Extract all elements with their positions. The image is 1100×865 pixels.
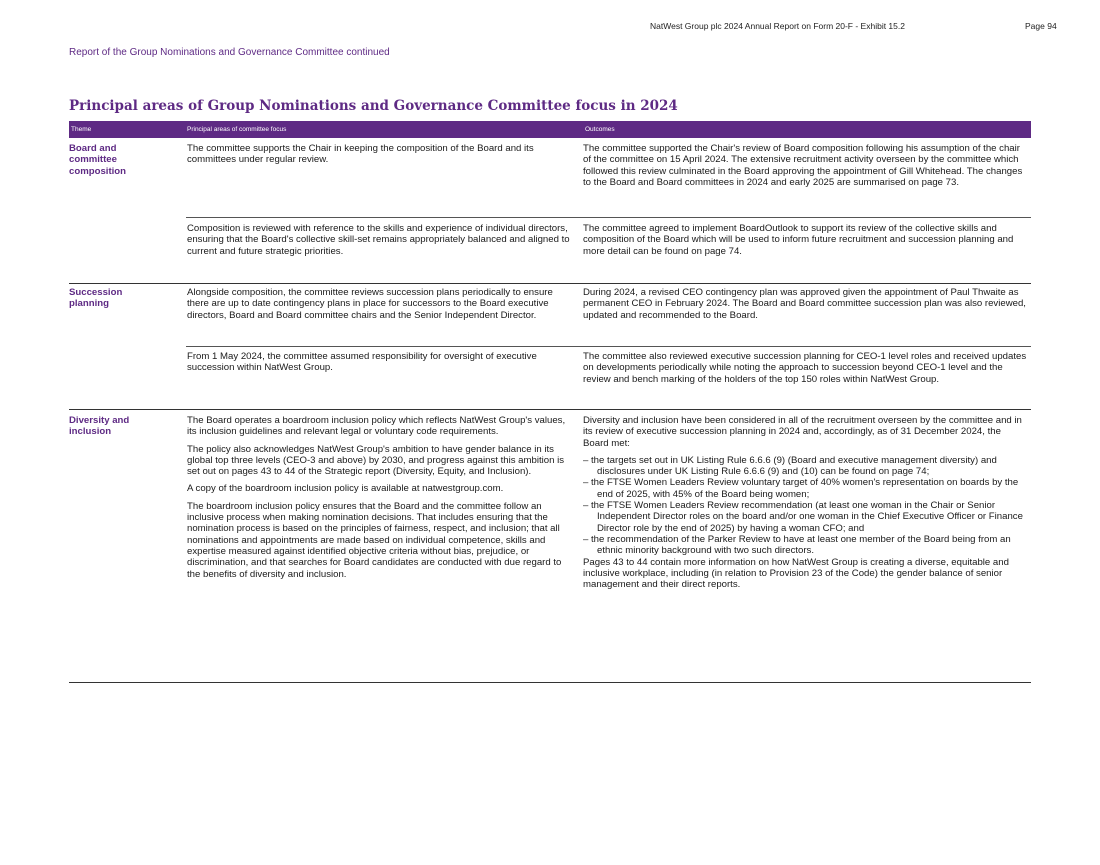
board-outcome-1: The committee supported the Chair's review of Board composition following his assumption of the chair of the committee on 15 April 2024. The extensive recruitment activity overseen by the committee which followed this review culminated in the Board approving the appointment of Gill Whitehead. The changes to the Board and Board committees in 2024 and early 2025 are summarised on page 73. xyxy=(583,143,1023,188)
theme-line: committee xyxy=(69,154,117,166)
theme-succession-planning xyxy=(69,287,181,310)
section-title: Principal areas of Group Nominations and Governance Committee focus in 2024 xyxy=(69,98,678,114)
focus-paragraph: The Board operates a boardroom inclusion policy which reflects NatWest Group's values, its inclusion guidelines and relevant legal or voluntary code requirements. xyxy=(187,415,566,438)
succession-focus-2: From 1 May 2024, the committee assumed responsibility for oversight of executive succession within NatWest Group. xyxy=(187,351,537,374)
outcome-bullet: – the targets set out in UK Listing Rule 6.6.6 (9) (Board and executive management diversity) and disclosures under UK Listing Rule 6.6.6 (9) and (10) can be found on page 74; xyxy=(583,454,997,478)
succession-outcome-1: During 2024, a revised CEO contingency plan was approved given the appointment of Paul Thwaite as permanent CEO in February 2024. The Board and Board committee succession plan was also reviewed, updated and recommended to the Board. xyxy=(583,287,1026,321)
focus-paragraph: The boardroom inclusion policy ensures that the Board and the committee follow an inclusive process when making nomination decisions. That includes ensuring that the nomination process is based on the principles of fairness, respect, and inclusion; that all nominations and appointments are made based on individual competence, skills and expertise measured against identified objective criteria without bias, prejudice, or discrimination, and that searches for Board candidates are conducted with due regard to the benefits of diversity and inclusion. xyxy=(187,500,562,580)
page-number: Page 94 xyxy=(1025,21,1057,31)
section-divider xyxy=(69,409,1031,410)
focus-table xyxy=(69,121,1031,591)
board-focus-2: Composition is reviewed with reference to the skills and experience of individual directors, ensuring that the Board's collective skill-set remains appropriately balanced and aligned to current and future strategic priorities. xyxy=(187,223,570,257)
theme-line: composition xyxy=(69,165,127,177)
outcome-bullet: – the recommendation of the Parker Review to have at least one member of the Board being from an ethnic minority background with two such directors. xyxy=(583,533,1011,557)
focus-paragraph: A copy of the boardroom inclusion policy is available at natwestgroup.com. xyxy=(187,483,504,495)
theme-line: Board and xyxy=(69,143,117,154)
section-divider xyxy=(69,283,1031,284)
board-focus-1: The committee supports the Chair in keeping the composition of the Board and its committees under regular review. xyxy=(187,143,534,166)
theme-diversity-inclusion xyxy=(69,415,181,438)
succession-focus-1: Alongside composition, the committee reviews succession plans periodically to ensure there are up to date contingency plans in place for successors to the Board executive directors, Board and Board committee chairs and the Senior Independent Director. xyxy=(187,287,553,321)
column-header-outcomes: Outcomes xyxy=(585,126,615,133)
theme-line: Diversity and xyxy=(69,415,130,426)
focus-paragraph: The policy also acknowledges NatWest Group's ambition to have gender balance in its global top three levels (CEO-3 and above) by 2030, and progress against this ambition is set out on pages 43 to 44 of the Strategic report (Diversity, Equity, and Inclusion). xyxy=(187,443,565,478)
outcome-intro: Diversity and inclusion have been considered in all of the recruitment overseen by the committee and in its review of executive succession planning in 2024 and, accordingly, as of 31 December 2024, the Board met: xyxy=(583,415,1022,449)
row-divider xyxy=(186,217,1031,218)
column-header-theme: Theme xyxy=(71,126,92,133)
theme-board-composition xyxy=(69,143,181,177)
diversity-outcome xyxy=(583,415,1028,590)
outcome-bullet: – the FTSE Women Leaders Review recommendation (at least one woman in the Chair or Senior Independent Director roles on the board and/or one woman in the Chief Executive Officer or Finance Director role by the end of 2025) by having a woman CFO; and xyxy=(583,500,1023,534)
outcome-bullet: – the FTSE Women Leaders Review voluntary target of 40% women's representation on boards by the end of 2025, with 45% of the Board being women; xyxy=(583,477,1019,500)
table-bottom-rule xyxy=(69,682,1031,683)
row-divider xyxy=(186,346,1031,347)
board-outcome-2: The committee agreed to implement BoardOutlook to support its review of the collective skills and composition of the Board which will be used to inform future recruitment and succession planning and more detail can be found on page 74. xyxy=(583,223,1014,257)
column-header-focus: Principal areas of committee focus xyxy=(187,126,287,133)
diversity-focus xyxy=(187,415,577,580)
succession-outcome-2: The committee also reviewed executive succession planning for CEO-1 level roles and received updates on developments periodically while noting the approach to succession beyond CEO-1 level and the review and bench marking of the holders of the top 150 roles within NatWest Group. xyxy=(583,351,1027,385)
theme-line: Succession xyxy=(69,287,123,298)
report-subheading: Report of the Group Nominations and Governance Committee continued xyxy=(69,47,390,58)
theme-line: inclusion xyxy=(69,426,112,438)
table-header-row xyxy=(69,121,1031,138)
outcome-closing: Pages 43 to 44 contain more information on how NatWest Group is creating a diverse, equitable and inclusive workplace, including (in relation to Provision 23 of the Code) the gender balance of senior management and their direct reports. xyxy=(583,556,1009,591)
theme-line: planning xyxy=(69,298,109,310)
document-header-title: NatWest Group plc 2024 Annual Report on Form 20-F - Exhibit 15.2 xyxy=(650,21,905,31)
